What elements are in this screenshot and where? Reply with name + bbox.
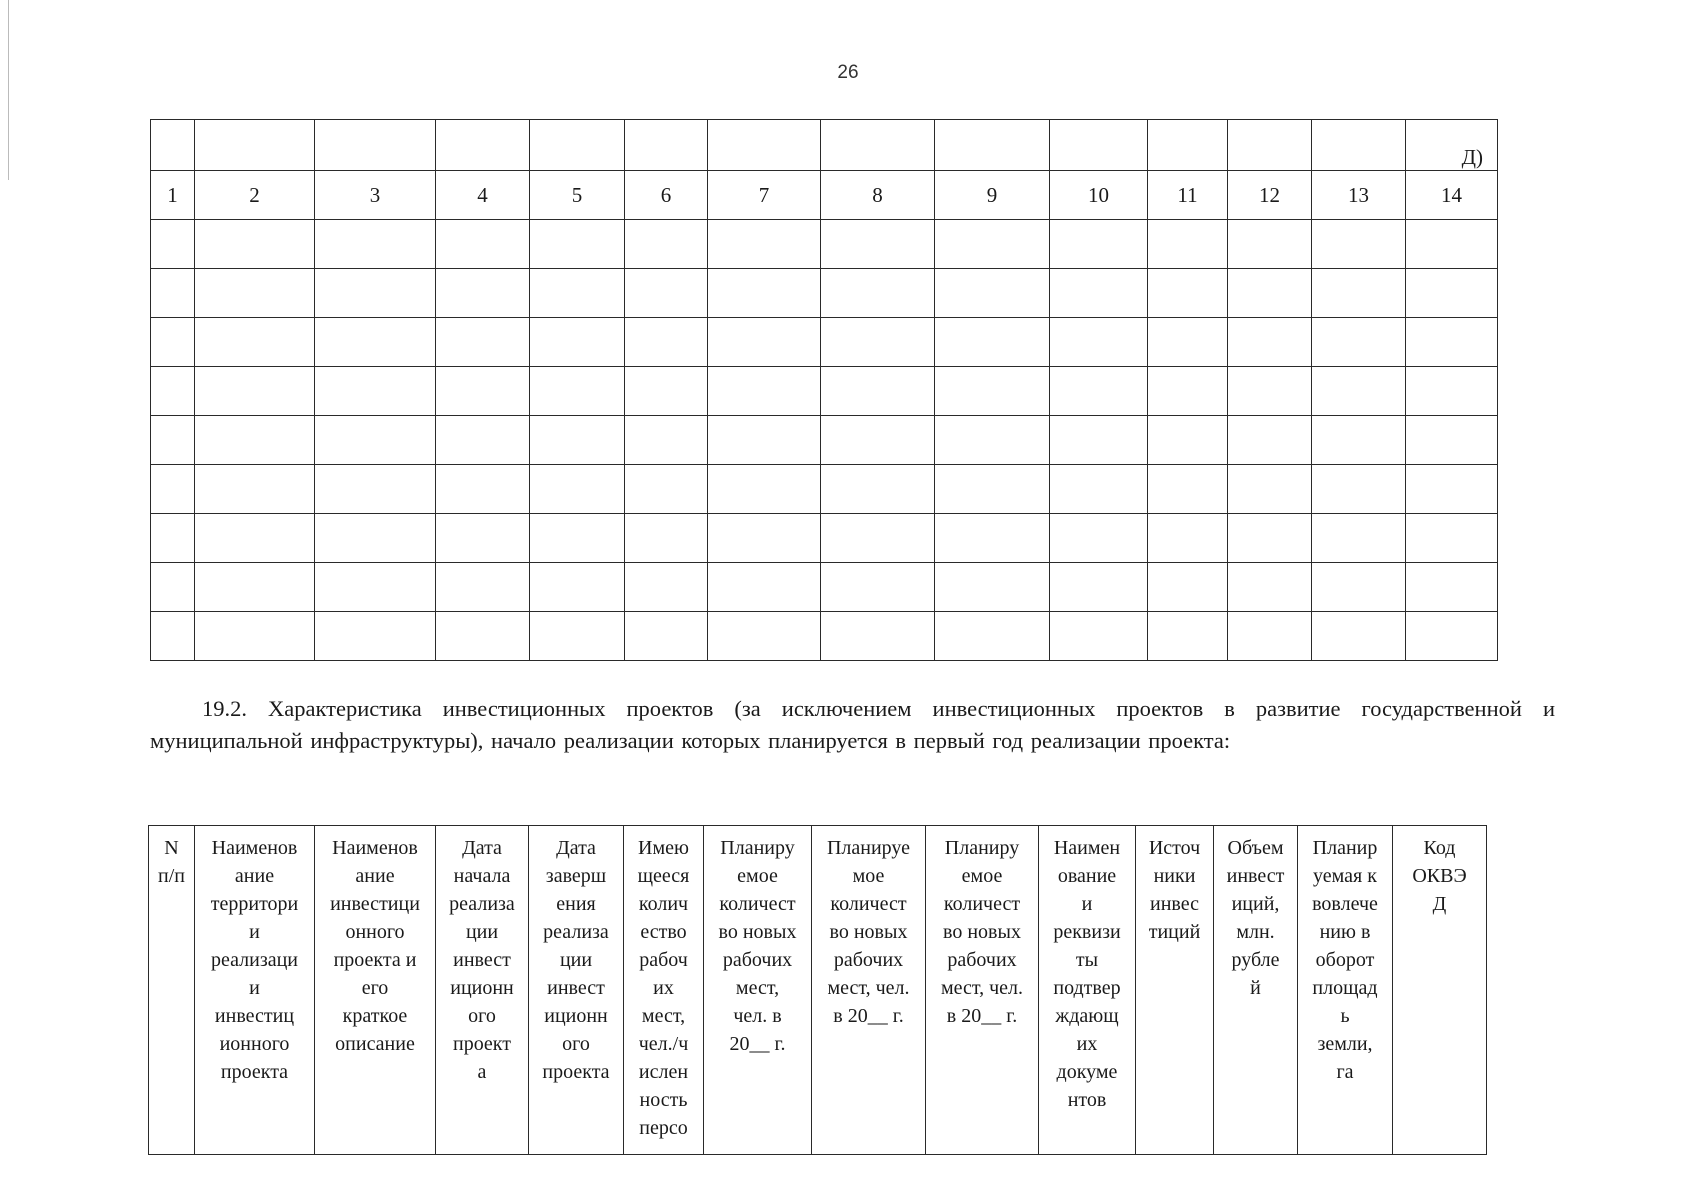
table-cell bbox=[530, 120, 625, 171]
table-cell bbox=[1228, 269, 1312, 318]
column-number-cell: 11 bbox=[1148, 171, 1228, 220]
table-cell bbox=[821, 220, 935, 269]
header-cell bbox=[195, 826, 315, 1155]
table-cell bbox=[436, 269, 530, 318]
table-cell bbox=[1406, 220, 1498, 269]
table-cell bbox=[151, 269, 195, 318]
table-cell bbox=[1050, 612, 1148, 661]
header-text: Планируе мое количест во новых рабочих мест, чел. в 20__ г. bbox=[826, 837, 911, 1027]
table-cell bbox=[151, 465, 195, 514]
column-number-row bbox=[151, 171, 1498, 220]
table-cell bbox=[151, 367, 195, 416]
header-text: Планир уемая к вовлече нию в оборот площад ь земли, га bbox=[1312, 837, 1378, 1083]
header-text: Дата начала реализа ции инвест иционн ого проект а bbox=[449, 837, 515, 1083]
table-cell bbox=[1050, 367, 1148, 416]
table-cell bbox=[935, 416, 1050, 465]
column-number-cell: 4 bbox=[436, 171, 530, 220]
table-cell bbox=[530, 220, 625, 269]
table-cell bbox=[1406, 367, 1498, 416]
table-cell bbox=[436, 612, 530, 661]
header-text: Дата заверш ения реализа ции инвест иционн ого проекта bbox=[542, 837, 610, 1083]
header-cell bbox=[704, 826, 812, 1155]
table-row bbox=[151, 269, 1498, 318]
header-text: Источ ники инвес тиций bbox=[1148, 837, 1201, 943]
table-cell bbox=[821, 367, 935, 416]
page-number: 26 bbox=[837, 62, 859, 83]
table-cell bbox=[1312, 612, 1406, 661]
table-cell bbox=[151, 120, 195, 171]
table-cell bbox=[315, 318, 436, 367]
header-cell bbox=[1039, 826, 1136, 1155]
table-cell bbox=[1406, 563, 1498, 612]
table-cell bbox=[315, 367, 436, 416]
table-cell: Д) bbox=[1406, 120, 1498, 171]
header-text: Планиру емое количест во новых рабочих мест, чел. в 20__ г. bbox=[718, 837, 797, 1055]
table-cell bbox=[151, 563, 195, 612]
table-cell bbox=[1148, 514, 1228, 563]
section-paragraph bbox=[150, 693, 1555, 757]
table-cell bbox=[195, 563, 315, 612]
table-cell bbox=[1148, 465, 1228, 514]
table-cell bbox=[315, 220, 436, 269]
table-cell bbox=[625, 514, 708, 563]
table-cell bbox=[821, 269, 935, 318]
table-cell bbox=[1406, 612, 1498, 661]
table-cell bbox=[935, 563, 1050, 612]
table-cell bbox=[436, 514, 530, 563]
table-cell bbox=[935, 269, 1050, 318]
table-cell bbox=[530, 465, 625, 514]
header-cell bbox=[624, 826, 704, 1155]
table-cell bbox=[821, 612, 935, 661]
table-cell bbox=[1406, 416, 1498, 465]
table-cell bbox=[315, 416, 436, 465]
table-cell bbox=[195, 269, 315, 318]
table-cell bbox=[530, 514, 625, 563]
table-cell bbox=[151, 318, 195, 367]
column-number-cell: 14 bbox=[1406, 171, 1498, 220]
table-cell bbox=[195, 220, 315, 269]
table-cell bbox=[315, 120, 436, 171]
table-cell bbox=[195, 514, 315, 563]
table-cell bbox=[1148, 269, 1228, 318]
column-number-cell: 3 bbox=[315, 171, 436, 220]
header-cell bbox=[436, 826, 529, 1155]
table-cell bbox=[1050, 318, 1148, 367]
table-cell bbox=[1050, 514, 1148, 563]
header-cell bbox=[812, 826, 926, 1155]
header-cell bbox=[926, 826, 1039, 1155]
header-text: Планиру емое количест во новых рабочих мест, чел. в 20__ г. bbox=[940, 837, 1024, 1027]
table-cell bbox=[151, 514, 195, 563]
header-cell bbox=[149, 826, 195, 1155]
table-cell bbox=[315, 612, 436, 661]
table-cell bbox=[1312, 318, 1406, 367]
header-cell bbox=[315, 826, 436, 1155]
table-cell bbox=[1312, 120, 1406, 171]
top-table bbox=[150, 119, 1498, 661]
table-cell bbox=[1312, 563, 1406, 612]
table-cell bbox=[1312, 220, 1406, 269]
column-number-cell: 7 bbox=[708, 171, 821, 220]
table-row bbox=[151, 612, 1498, 661]
table-cell bbox=[821, 563, 935, 612]
table-cell bbox=[1312, 465, 1406, 514]
table-cell bbox=[530, 269, 625, 318]
table-cell bbox=[1228, 318, 1312, 367]
table-cell bbox=[821, 318, 935, 367]
section-text: 19.2. Характеристика инвестиционных проектов (за исключением инвестиционных проектов в развитие государственной и муниципальной инфраструктуры), начало реализации которых планируется в первый год реализации проекта: bbox=[150, 696, 1555, 753]
table-cell bbox=[1148, 120, 1228, 171]
bottom-table-header-row bbox=[149, 826, 1487, 1155]
table-cell bbox=[625, 220, 708, 269]
table-cell bbox=[708, 318, 821, 367]
table-cell bbox=[935, 120, 1050, 171]
table-cell bbox=[935, 318, 1050, 367]
table-cell bbox=[1228, 220, 1312, 269]
table-cell bbox=[1228, 367, 1312, 416]
table-cell bbox=[436, 318, 530, 367]
table-cell bbox=[1228, 514, 1312, 563]
header-text: Наименов ание инвестици онного проекта и его краткое описание bbox=[330, 837, 420, 1055]
table-cell bbox=[1050, 120, 1148, 171]
table-cell bbox=[1050, 220, 1148, 269]
table-cell bbox=[935, 612, 1050, 661]
table-cell bbox=[935, 220, 1050, 269]
table-cell bbox=[530, 318, 625, 367]
table-cell bbox=[1312, 416, 1406, 465]
table-cell bbox=[195, 612, 315, 661]
table-cell bbox=[436, 563, 530, 612]
table-cell bbox=[1228, 563, 1312, 612]
table-row bbox=[151, 416, 1498, 465]
table-cell bbox=[708, 120, 821, 171]
table-cell bbox=[1050, 563, 1148, 612]
table-cell bbox=[1148, 563, 1228, 612]
table-cell bbox=[1406, 514, 1498, 563]
header-text: Имею щееся колич ество рабоч их мест, чел./ч ислен ность персо bbox=[637, 837, 690, 1139]
table-cell bbox=[530, 612, 625, 661]
table-cell bbox=[1148, 367, 1228, 416]
header-text: Наимен ование и реквизи ты подтвер ждающ их докуме нтов bbox=[1053, 837, 1121, 1111]
table-cell bbox=[625, 465, 708, 514]
table-cell bbox=[708, 367, 821, 416]
table-row bbox=[151, 465, 1498, 514]
table-cell bbox=[1312, 514, 1406, 563]
table-cell bbox=[821, 416, 935, 465]
column-number-cell: 8 bbox=[821, 171, 935, 220]
table-cell bbox=[625, 563, 708, 612]
table-cell bbox=[315, 269, 436, 318]
table-cell bbox=[935, 367, 1050, 416]
table-cell bbox=[1050, 416, 1148, 465]
header-text: Код ОКВЭ Д bbox=[1412, 837, 1467, 915]
table-cell bbox=[1312, 269, 1406, 318]
table-cell bbox=[708, 416, 821, 465]
header-cell bbox=[529, 826, 624, 1155]
table-cell bbox=[1148, 612, 1228, 661]
table-cell bbox=[1312, 367, 1406, 416]
table-cell bbox=[195, 465, 315, 514]
table-cell bbox=[436, 465, 530, 514]
table-cell bbox=[1406, 269, 1498, 318]
table-cell bbox=[821, 120, 935, 171]
table-cell bbox=[708, 563, 821, 612]
header-cell bbox=[1214, 826, 1298, 1155]
table-cell bbox=[530, 416, 625, 465]
column-number-cell: 12 bbox=[1228, 171, 1312, 220]
table-row bbox=[151, 367, 1498, 416]
header-cell bbox=[1136, 826, 1214, 1155]
table-cell bbox=[195, 367, 315, 416]
header-cell bbox=[1298, 826, 1393, 1155]
table-cell bbox=[315, 465, 436, 514]
table-cell bbox=[530, 367, 625, 416]
table-cell bbox=[195, 120, 315, 171]
table-cell bbox=[1228, 612, 1312, 661]
table-cell bbox=[315, 514, 436, 563]
table-cell bbox=[436, 120, 530, 171]
table-cell bbox=[1148, 220, 1228, 269]
table-cell bbox=[625, 367, 708, 416]
column-number-cell: 9 bbox=[935, 171, 1050, 220]
table-row bbox=[151, 220, 1498, 269]
table-cell bbox=[625, 318, 708, 367]
table-cell bbox=[625, 269, 708, 318]
table-cell bbox=[1148, 416, 1228, 465]
column-number-cell: 10 bbox=[1050, 171, 1148, 220]
column-number-cell: 13 bbox=[1312, 171, 1406, 220]
table-cell bbox=[1228, 120, 1312, 171]
table-cell bbox=[195, 416, 315, 465]
table-cell bbox=[1228, 465, 1312, 514]
header-cell bbox=[1393, 826, 1487, 1155]
table-cell bbox=[151, 220, 195, 269]
table-cell bbox=[436, 367, 530, 416]
header-text: Наименов ание территори и реализаци и инвестиц ионного проекта bbox=[210, 837, 299, 1083]
table-cell bbox=[625, 120, 708, 171]
table-cell bbox=[708, 465, 821, 514]
table-cell bbox=[436, 220, 530, 269]
table-row bbox=[151, 514, 1498, 563]
table-cell bbox=[625, 416, 708, 465]
table-cell bbox=[1148, 318, 1228, 367]
table-cell bbox=[625, 612, 708, 661]
header-text: N п/п bbox=[158, 837, 185, 887]
table-cell bbox=[708, 514, 821, 563]
column-number-cell: 2 bbox=[195, 171, 315, 220]
bottom-table bbox=[148, 825, 1487, 1155]
table-cell bbox=[708, 220, 821, 269]
table-cell bbox=[708, 612, 821, 661]
table-cell bbox=[436, 416, 530, 465]
top-table-continuation-row bbox=[151, 120, 1498, 171]
table-cell bbox=[1406, 318, 1498, 367]
table-row bbox=[151, 563, 1498, 612]
table-cell bbox=[530, 563, 625, 612]
table-cell bbox=[1228, 416, 1312, 465]
table-cell bbox=[1406, 465, 1498, 514]
table-cell bbox=[821, 514, 935, 563]
table-cell bbox=[935, 514, 1050, 563]
table-row bbox=[151, 318, 1498, 367]
scan-edge-line bbox=[8, 0, 9, 180]
column-number-cell: 1 bbox=[151, 171, 195, 220]
table-cell bbox=[151, 612, 195, 661]
table-cell bbox=[821, 465, 935, 514]
table-cell bbox=[708, 269, 821, 318]
column-number-cell: 6 bbox=[625, 171, 708, 220]
table-cell bbox=[315, 563, 436, 612]
table-cell bbox=[935, 465, 1050, 514]
table-cell bbox=[1050, 465, 1148, 514]
column-number-cell: 5 bbox=[530, 171, 625, 220]
header-text: Объем инвест иций, млн. рубле й bbox=[1226, 837, 1285, 999]
table-cell bbox=[151, 416, 195, 465]
table-cell bbox=[195, 318, 315, 367]
table-cell bbox=[1050, 269, 1148, 318]
